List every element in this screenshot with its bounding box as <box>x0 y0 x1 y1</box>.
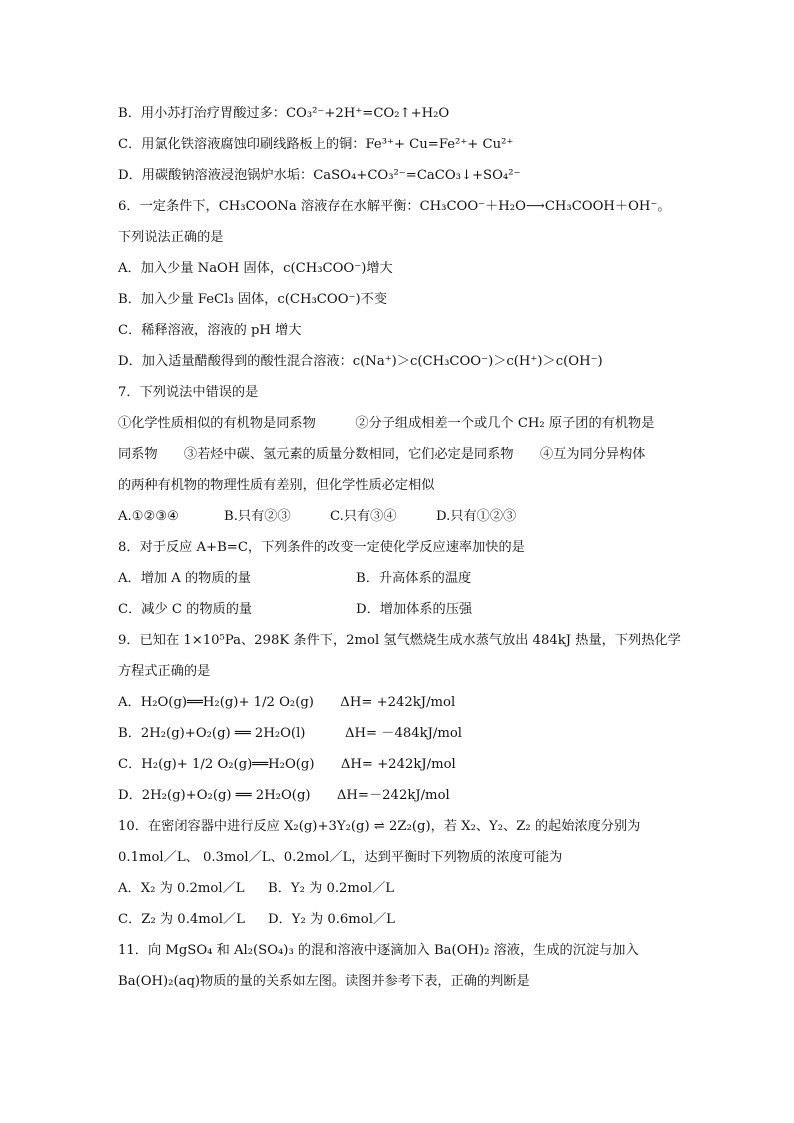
q9-option-b: B．2H₂(g)+O₂(g) ══ 2H₂O(l) ΔH= －484kJ/mol <box>118 726 462 741</box>
q7-option-a: A.①②③④ <box>118 509 180 524</box>
document-page <box>118 98 688 997</box>
q7-option-d: D.只有①②③ <box>436 509 517 524</box>
q7-statement-line-2: 同系物 ③若烃中碳、氢元素的质量分数相同，它们必定是同系物 ④互为同分异构体 <box>118 447 646 462</box>
question-8: 8．对于反应 A+B=C，下列条件的改变一定使化学反应速率加快的是 <box>118 540 525 555</box>
q6-option-c: C．稀释溶液，溶液的 pH 增大 <box>118 323 302 338</box>
q8-option-c: C．减少 C 的物质的量 <box>118 602 253 617</box>
q10-options-row-2 <box>118 904 688 935</box>
q8-options-row-2 <box>118 594 688 625</box>
q8-option-a: A．增加 A 的物质的量 <box>118 571 251 586</box>
q6-option-b: B．加入少量 FeCl₃ 固体，c(CH₃COO⁻)不变 <box>118 292 388 307</box>
question-7: 7．下列说法中错误的是 <box>118 385 259 400</box>
question-10: 10．在密闭容器中进行反应 X₂(g)+3Y₂(g) ⇌ 2Z₂(g)，若 X₂、Y₂、Z₂ 的起始浓度分别为 <box>118 819 641 834</box>
option-d-line: D．用碳酸钠溶液浸泡锅炉水垢：CaSO₄+CO₃²⁻=CaCO₃↓+SO₄²⁻ <box>118 168 521 183</box>
q10-option-b: B．Y₂ 为 0.2mol／L <box>268 881 395 896</box>
question-6: 6．一定条件下，CH₃COONa 溶液存在水解平衡：CH₃COO⁻＋H₂O⟶CH₃COOH＋OH⁻。 <box>118 199 671 214</box>
q9-option-d: D．2H₂(g)+O₂(g) ══ 2H₂O(g) ΔH=－242kJ/mol <box>118 788 450 803</box>
q10-options-row-1 <box>118 873 688 904</box>
question-6-stem: 下列说法正确的是 <box>118 230 224 245</box>
question-9-stem: 方程式正确的是 <box>118 664 211 679</box>
q6-option-d: D．加入适量醋酸得到的酸性混合溶液：c(Na⁺)＞c(CH₃COO⁻)＞c(H⁺)＞c(OH⁻) <box>118 354 603 369</box>
question-10-stem: 0.1mol／L、 0.3mol／L、0.2mol／L，达到平衡时下列物质的浓度可能为 <box>118 850 563 865</box>
q9-option-c: C．H₂(g)+ 1/2 O₂(g)══H₂O(g) ΔH= +242kJ/mol <box>118 757 456 772</box>
q8-options-row-1 <box>118 563 688 594</box>
q9-option-a: A．H₂O(g)══H₂(g)+ 1/2 O₂(g) ΔH= +242kJ/mol <box>118 695 456 710</box>
question-11-stem: Ba(OH)₂(aq)物质的量的关系如左图。读图并参考下表，正确的判断是 <box>118 974 530 989</box>
q10-option-d: D．Y₂ 为 0.6mol／L <box>268 912 395 927</box>
question-11: 11．向 MgSO₄ 和 Al₂(SO₄)₃ 的混和溶液中逐滴加入 Ba(OH)₂ 溶液，生成的沉淀与加入 <box>118 943 639 958</box>
q7-option-c: C.只有③④ <box>330 509 397 524</box>
option-c-line: C．用氯化铁溶液腐蚀印刷线路板上的铜：Fe³⁺+ Cu=Fe²⁺+ Cu²⁺ <box>118 137 514 152</box>
q7-options <box>118 501 688 532</box>
q7-option-b: B.只有②③ <box>224 509 291 524</box>
q8-option-b: B．升高体系的温度 <box>356 571 472 586</box>
option-b-line: B．用小苏打治疗胃酸过多：CO₃²⁻+2H⁺=CO₂↑+H₂O <box>118 106 450 121</box>
q8-option-d: D．增加体系的压强 <box>356 602 473 617</box>
q10-option-a: A．X₂ 为 0.2mol／L <box>118 881 245 896</box>
q10-option-c: C．Z₂ 为 0.4mol／L <box>118 912 245 927</box>
question-9: 9．已知在 1×10⁵Pa、298K 条件下，2mol 氢气燃烧生成水蒸气放出 484kJ 热量，下列热化学 <box>118 633 681 648</box>
q6-option-a: A．加入少量 NaOH 固体，c(CH₃COO⁻)增大 <box>118 261 393 276</box>
q7-statement-line-3: 的两种有机物的物理性质有差别，但化学性质必定相似 <box>118 478 435 493</box>
q7-statement-line-1: ①化学性质相似的有机物是同系物 ②分子组成相差一个或几个 CH₂ 原子团的有机物是 <box>118 416 655 431</box>
